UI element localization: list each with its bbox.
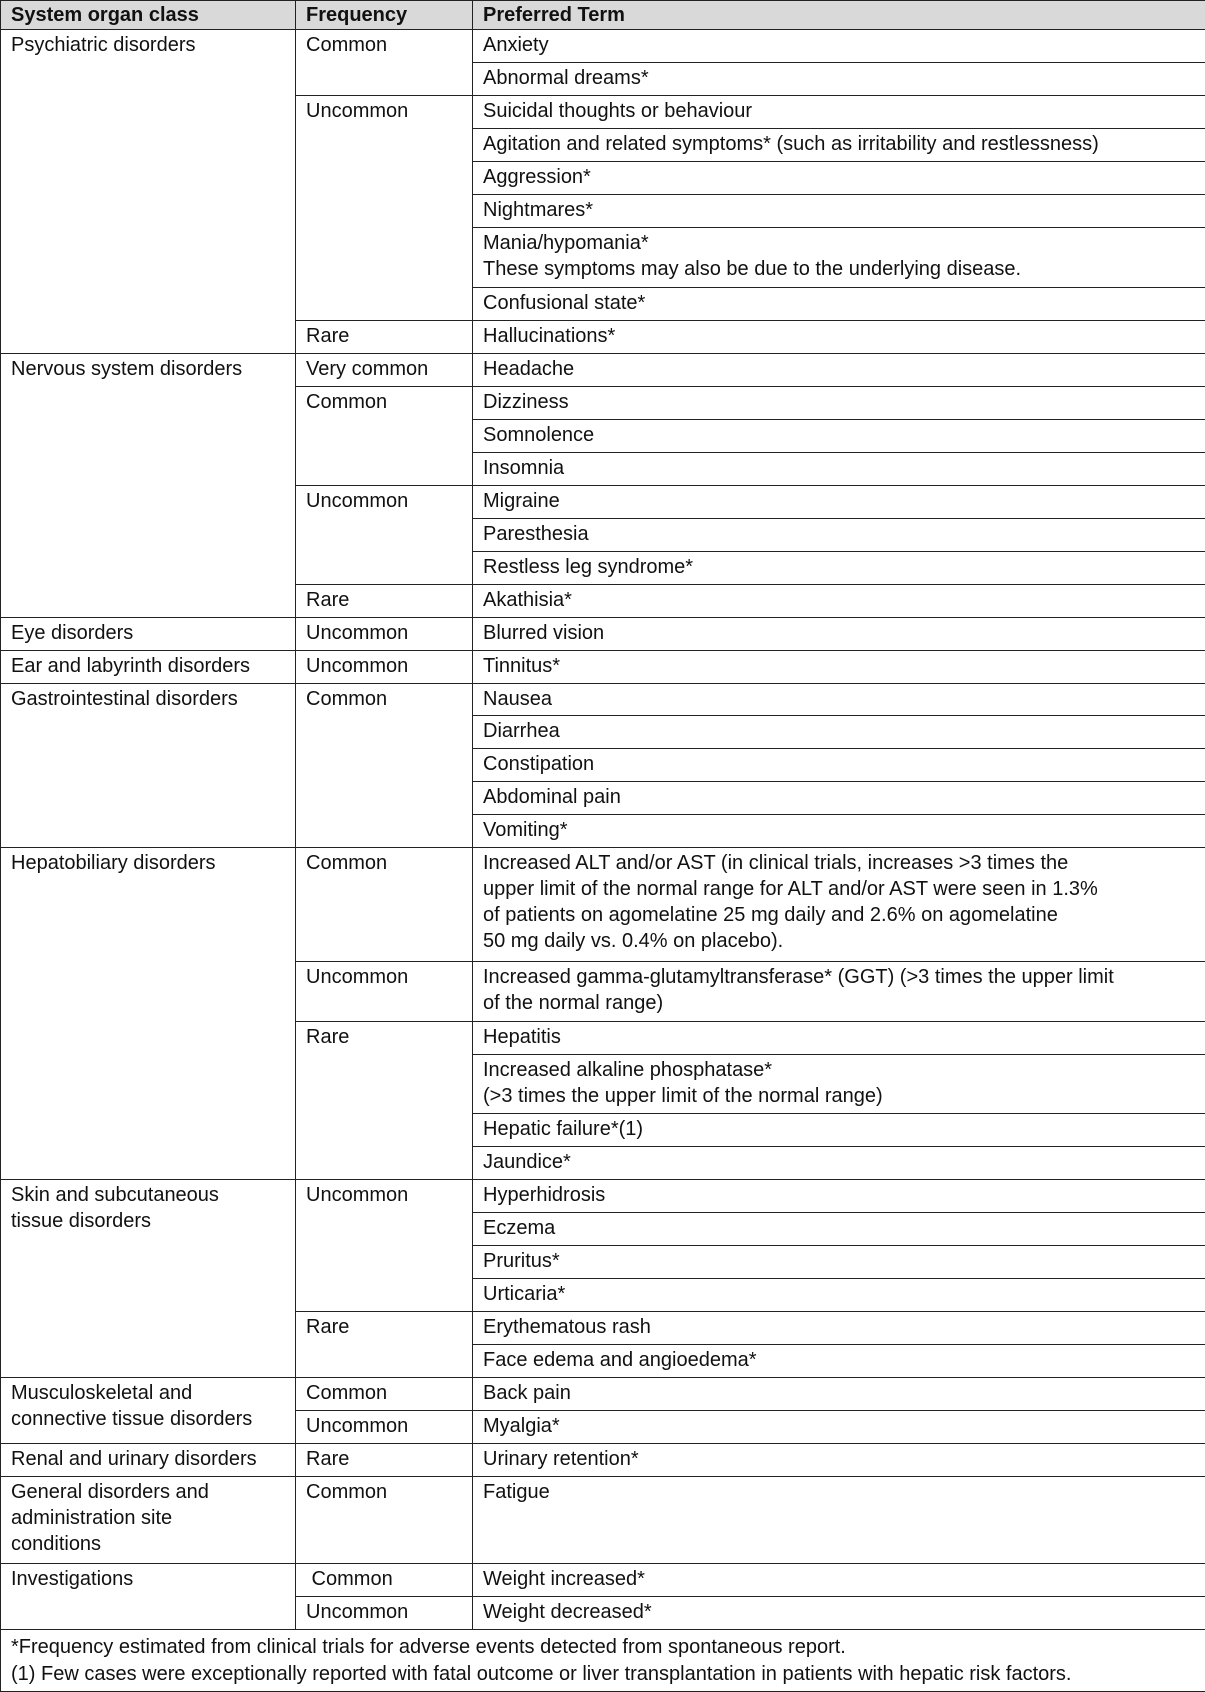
preferred-term-cell: Increased alkaline phosphatase* (>3 times the upper limit of the normal range) (473, 1054, 1205, 1114)
table-header (1, 1, 1205, 30)
header-system-organ-class: System organ class (1, 1, 296, 30)
footnotes-cell (1, 1630, 1205, 1692)
footnote-frequency-estimate: *Frequency estimated from clinical trials for adverse events detected from spontaneous report. (11, 1636, 846, 1658)
header-frequency: Frequency (296, 1, 473, 30)
preferred-term-cell: Aggression* (473, 161, 1205, 194)
preferred-term-cell: Hepatitis (473, 1021, 1205, 1054)
table-row (1, 1378, 1205, 1411)
preferred-term-cell: Agitation and related symptoms* (such as irritability and restlessness) (473, 128, 1205, 161)
frequency-cell: Uncommon (296, 961, 473, 1021)
frequency-cell: Rare (296, 1021, 473, 1180)
preferred-term-cell: Vomiting* (473, 815, 1205, 848)
preferred-term-cell: Eczema (473, 1213, 1205, 1246)
frequency-cell: Common (296, 1563, 473, 1596)
preferred-term-cell: Myalgia* (473, 1411, 1205, 1444)
system-organ-class-cell: Ear and labyrinth disorders (1, 650, 296, 683)
preferred-term-cell: Restless leg syndrome* (473, 551, 1205, 584)
preferred-term-cell: Hyperhidrosis (473, 1180, 1205, 1213)
frequency-cell: Rare (296, 1444, 473, 1477)
preferred-term-cell: Diarrhea (473, 716, 1205, 749)
table-row (1, 683, 1205, 716)
frequency-cell: Uncommon (296, 1411, 473, 1444)
frequency-cell: Uncommon (296, 1180, 473, 1312)
system-organ-class-cell: Eye disorders (1, 617, 296, 650)
preferred-term-cell: Jaundice* (473, 1147, 1205, 1180)
system-organ-class-cell: Investigations (1, 1563, 296, 1629)
header-row (1, 1, 1205, 30)
frequency-cell: Uncommon (296, 617, 473, 650)
frequency-cell: Rare (296, 320, 473, 353)
table-row (1, 1477, 1205, 1564)
preferred-term-cell: Hepatic failure*(1) (473, 1114, 1205, 1147)
frequency-cell: Uncommon (296, 1596, 473, 1629)
preferred-term-cell: Weight decreased* (473, 1596, 1205, 1629)
frequency-cell: Common (296, 848, 473, 961)
system-organ-class-cell: Skin and subcutaneous tissue disorders (1, 1180, 296, 1378)
preferred-term-cell: Abnormal dreams* (473, 62, 1205, 95)
preferred-term-cell: Increased ALT and/or AST (in clinical trials, increases >3 times the upper limit of the normal range for ALT and/or AST were seen in 1.3% of patients on agomelatine 25 mg daily and 2.6% on agomelatine 50 mg daily vs. 0.4% on placebo). (473, 848, 1205, 961)
preferred-term-cell: Headache (473, 353, 1205, 386)
system-organ-class-cell: General disorders and administration site conditions (1, 1477, 296, 1564)
frequency-cell: Uncommon (296, 485, 473, 584)
footnote-row (1, 1630, 1205, 1692)
preferred-term-cell: Increased gamma-glutamyltransferase* (GGT) (>3 times the upper limit of the normal range) (473, 961, 1205, 1021)
preferred-term-cell: Mania/hypomania* These symptoms may also be due to the underlying disease. (473, 227, 1205, 287)
preferred-term-cell: Face edema and angioedema* (473, 1345, 1205, 1378)
table-row (1, 848, 1205, 961)
preferred-term-cell: Nightmares* (473, 194, 1205, 227)
table-footer (1, 1630, 1205, 1692)
frequency-cell: Uncommon (296, 650, 473, 683)
table-row (1, 1444, 1205, 1477)
preferred-term-cell: Somnolence (473, 419, 1205, 452)
table-row (1, 650, 1205, 683)
table-row (1, 1180, 1205, 1213)
preferred-term-cell: Suicidal thoughts or behaviour (473, 95, 1205, 128)
preferred-term-cell: Paresthesia (473, 518, 1205, 551)
system-organ-class-cell: Psychiatric disorders (1, 30, 296, 354)
system-organ-class-cell: Musculoskeletal and connective tissue disorders (1, 1378, 296, 1444)
table-body (1, 30, 1205, 1630)
frequency-cell: Rare (296, 584, 473, 617)
preferred-term-cell: Nausea (473, 683, 1205, 716)
table-row (1, 353, 1205, 386)
footnote-hepatic-failure: (1) Few cases were exceptionally reported with fatal outcome or liver transplantation in patients with hepatic risk factors. (11, 1663, 1072, 1685)
preferred-term-cell: Urinary retention* (473, 1444, 1205, 1477)
system-organ-class-cell: Nervous system disorders (1, 353, 296, 617)
preferred-term-cell: Back pain (473, 1378, 1205, 1411)
preferred-term-cell: Dizziness (473, 386, 1205, 419)
frequency-cell: Common (296, 1477, 473, 1564)
preferred-term-cell: Akathisia* (473, 584, 1205, 617)
preferred-term-cell: Confusional state* (473, 287, 1205, 320)
preferred-term-cell: Erythematous rash (473, 1312, 1205, 1345)
table-row (1, 1563, 1205, 1596)
frequency-cell: Very common (296, 353, 473, 386)
preferred-term-cell: Fatigue (473, 1477, 1205, 1564)
preferred-term-cell: Constipation (473, 749, 1205, 782)
preferred-term-cell: Abdominal pain (473, 782, 1205, 815)
system-organ-class-cell: Hepatobiliary disorders (1, 848, 296, 1180)
frequency-cell: Rare (296, 1312, 473, 1378)
header-preferred-term: Preferred Term (473, 1, 1205, 30)
preferred-term-cell: Migraine (473, 485, 1205, 518)
preferred-term-cell: Tinnitus* (473, 650, 1205, 683)
system-organ-class-cell: Gastrointestinal disorders (1, 683, 296, 848)
frequency-cell: Uncommon (296, 95, 473, 320)
preferred-term-cell: Insomnia (473, 452, 1205, 485)
preferred-term-cell: Weight increased* (473, 1563, 1205, 1596)
frequency-cell: Common (296, 30, 473, 96)
table-row (1, 30, 1205, 63)
preferred-term-cell: Hallucinations* (473, 320, 1205, 353)
system-organ-class-cell: Renal and urinary disorders (1, 1444, 296, 1477)
frequency-cell: Common (296, 683, 473, 848)
preferred-term-cell: Anxiety (473, 30, 1205, 63)
frequency-cell: Common (296, 1378, 473, 1411)
table-row (1, 617, 1205, 650)
preferred-term-cell: Pruritus* (473, 1246, 1205, 1279)
preferred-term-cell: Blurred vision (473, 617, 1205, 650)
preferred-term-cell: Urticaria* (473, 1279, 1205, 1312)
frequency-cell: Common (296, 386, 473, 485)
